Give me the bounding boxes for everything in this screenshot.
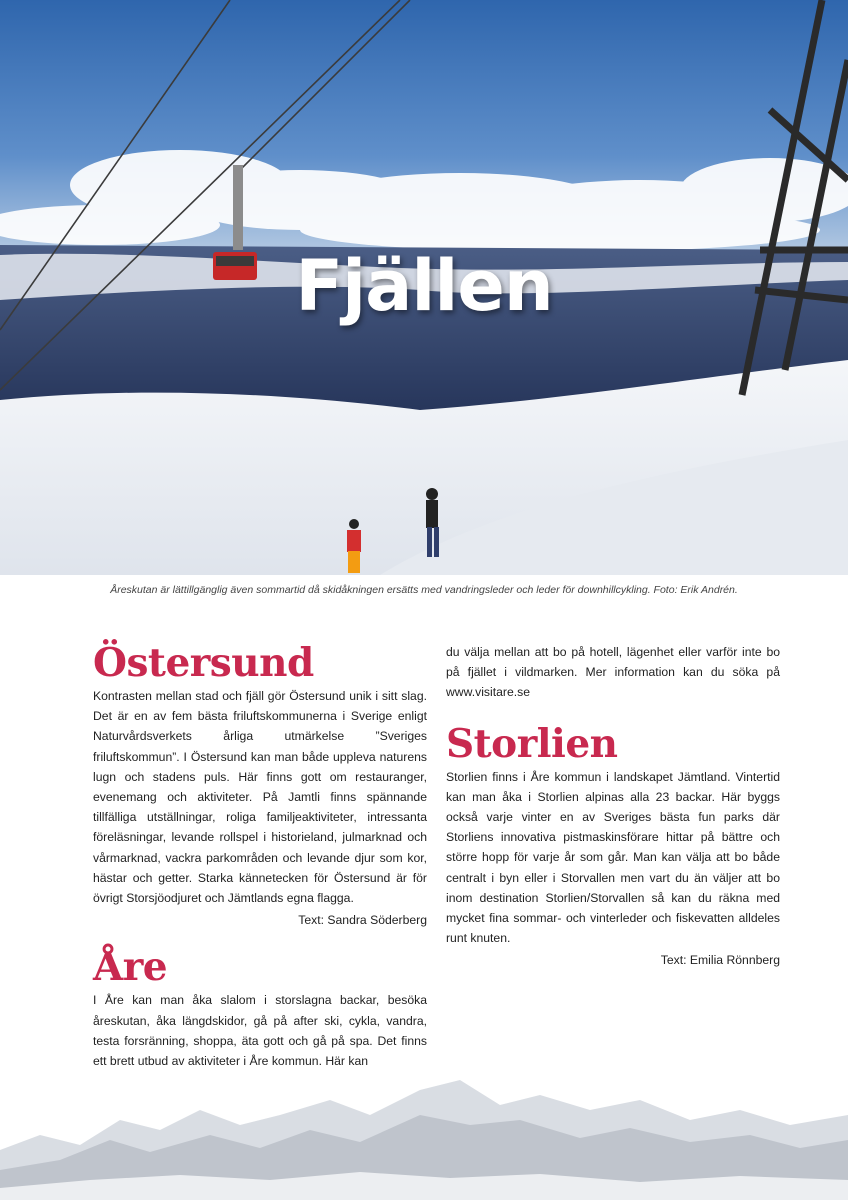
photo-caption: Åreskutan är lättillgänglig även sommartid då skidåkningen ersätts med vandringsleder och leder för downhillcykling. Foto: Erik Andrén. bbox=[110, 584, 738, 596]
heading-ostersund: Östersund bbox=[93, 640, 314, 686]
byline-ostersund: Text: Sandra Söderberg bbox=[298, 913, 427, 928]
mountain-silhouette bbox=[0, 1080, 848, 1200]
hero-photo bbox=[0, 0, 848, 575]
article-ostersund: Kontrasten mellan stad och fjäll gör Östersund unik i sitt slag. Det är en av fem bästa friluftskommunerna i Sverige enligt Naturvårdsverkets årliga utmärkelse ”Sveriges friluftskommun”. I Östersund kan man både uppleva naturens lugn och stadens puls. Här finns gott om restauranger, evenemang och aktiviteter. På Jamtli finns spännande tillfälliga utställningar, roliga familjeaktiviteter, intressanta föreläsningar, levande rollspel i historieland, julmarknad och vårmarknad, vackra parkområden och levande djur som kor, hästar och getter. Starka kännetecken för Östersund är för övrigt Storsjöodjuret och Jämtlands egna flagga. bbox=[93, 689, 427, 906]
article-storlien: Storlien finns i Åre kommun i landskapet Jämtland. Vintertid kan man åka i Storlien alpinas alla 23 backar. Här byggs också varje vinter en av Sveriges bästa fun parks där Storliens innovativa pistmaskinsförare hittar på bättre och större hopp för varje år som går. Man kan välja att bo både centralt i byn eller i Storvallen men vart du än väljer att bo inom destination Storlien/Storvallen så kan du räkna med mycket fina sommar- och vinterleder och fiskevatten alldeles runt knuten. bbox=[446, 769, 780, 946]
left-column bbox=[93, 640, 427, 1071]
heading-are: Åre bbox=[93, 944, 168, 991]
right-column bbox=[446, 642, 780, 971]
byline-storlien: Text: Emilia Rönnberg bbox=[660, 953, 780, 968]
heading-storlien: Storlien bbox=[446, 720, 618, 767]
article-are-continued: du välja mellan att bo på hotell, lägenhet eller varför inte bo på fjället i vildmarken. Mer information kan du söka på www.visitare.se bbox=[446, 645, 780, 700]
page-title: Fjällen bbox=[295, 245, 553, 327]
article-are: I Åre kan man åka slalom i storslagna backar, besöka åreskutan, åka längdskidor, gå på after ski, cykla, vandra, testa forsränning, shoppa, äta gott och gå på spa. Det finns ett brett utbud av aktiviteter i Åre kommun. Här kan bbox=[93, 993, 427, 1069]
